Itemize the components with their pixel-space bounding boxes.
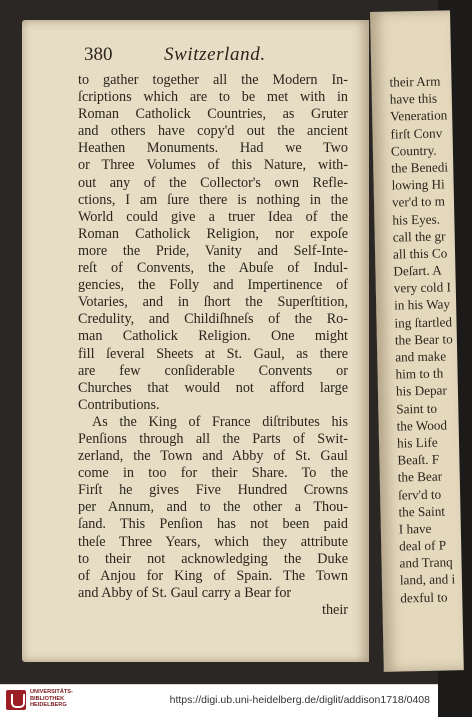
text-line: Roman Catholick Countries, as Gruter bbox=[78, 106, 348, 123]
viewer-footer bbox=[0, 684, 438, 717]
facing-text-line: land, and i bbox=[399, 571, 456, 588]
page-header bbox=[84, 44, 334, 68]
text-line: Firſt he gives Five Hundred Crowns bbox=[78, 482, 348, 499]
facing-text-line: his Life bbox=[396, 434, 438, 451]
text-line: Roman Catholick Religion, nor expoſe bbox=[78, 225, 348, 242]
text-line: As the King of France diſtributes his bbox=[92, 413, 348, 430]
text-line: Penſions through all the Parts of Swit- bbox=[78, 430, 348, 447]
facing-text-line: the Saint bbox=[398, 503, 446, 520]
text-line: man Catholick Religion. One might bbox=[78, 328, 348, 345]
facing-page bbox=[370, 10, 464, 672]
facing-text-line: firſt Conv bbox=[390, 125, 443, 142]
text-line: Heathen Monuments. Had we Two bbox=[78, 140, 348, 157]
facing-text-line: the Wood bbox=[396, 417, 448, 434]
text-line: theſe Three Years, which they attribute bbox=[78, 533, 348, 550]
text-line: more the Pride, Vanity and Self-Inte- bbox=[78, 242, 348, 259]
text-line: out any of the Collector's own Refle- bbox=[78, 174, 348, 191]
facing-text-line: in his Way bbox=[393, 296, 451, 313]
text-line: are few conſiderable Convents or bbox=[78, 362, 348, 379]
facing-text-line: the Bear to bbox=[394, 331, 453, 348]
text-line: fill ſeveral Sheets at St. Gaul, as there bbox=[78, 345, 348, 362]
text-line: ſcriptions which are to be met with in bbox=[78, 89, 348, 106]
page-body-text bbox=[78, 72, 348, 619]
facing-text-line: ing ſtartled bbox=[394, 313, 453, 331]
facing-text-line: deal of P bbox=[399, 537, 447, 554]
facing-text-line: the Bear bbox=[397, 468, 443, 485]
facing-text-line: very cold I bbox=[393, 279, 452, 296]
facing-text-line: ver'd to m bbox=[391, 193, 446, 210]
text-line: gencies, the Folly and Impertinence of bbox=[78, 277, 348, 294]
facing-text-line: call the gr bbox=[392, 228, 446, 245]
text-line: to their not acknowledging the Duke bbox=[78, 550, 348, 567]
facing-text-line: lowing Hi bbox=[391, 176, 445, 193]
text-line: come in too for their Share. To the bbox=[78, 465, 348, 482]
text-line: Votaries, and in ſhort the Superſtition, bbox=[78, 294, 348, 311]
text-line: reſt of Convents, the Abuſe of Indul- bbox=[78, 260, 348, 277]
facing-text-line: Saint to bbox=[396, 400, 438, 417]
facing-text-line: his Depar bbox=[395, 382, 448, 399]
text-line: ſand. This Penſion has not been paid bbox=[78, 516, 348, 533]
text-line: per Annum, and to the other a Thou- bbox=[78, 499, 348, 516]
facing-text-line: Deſart. A bbox=[393, 262, 442, 279]
text-line: ctions, I am ſure there is nothing in the bbox=[78, 191, 348, 208]
facing-text-line: the Benedi bbox=[391, 159, 449, 176]
text-line: to gather together all the Modern In- bbox=[78, 72, 348, 88]
facing-text-line: and make bbox=[395, 348, 447, 365]
text-line: and others have copy'd out the ancient bbox=[78, 123, 348, 140]
facing-text-line: dexful to bbox=[400, 589, 448, 606]
text-line: or Three Volumes of this Nature, with- bbox=[78, 157, 348, 174]
facing-text-line: Veneration bbox=[390, 107, 448, 124]
facing-text-line: their Arm bbox=[389, 73, 441, 90]
text-line: Churches that would not afford large bbox=[78, 379, 348, 396]
facing-text-line: and Tranq bbox=[399, 554, 453, 571]
text-line: of Anjou for King of Spain. The Town bbox=[78, 567, 348, 584]
university-library-logo-icon[interactable] bbox=[6, 690, 26, 710]
facing-text-line: Country. bbox=[390, 142, 437, 159]
text-line: their bbox=[322, 601, 348, 618]
text-line: and Abby of St. Gaul carry a Bear for bbox=[78, 584, 292, 601]
text-line: Credulity, and Childiſhneſs of the Ro- bbox=[78, 311, 348, 328]
facing-text-line: him to th bbox=[395, 365, 444, 382]
facing-text-line: Beaſt. F bbox=[397, 451, 440, 468]
facing-text-line: all this Co bbox=[392, 245, 448, 262]
text-line: zerland, the Town and Abby of St. Gaul bbox=[78, 448, 348, 465]
facing-text-line: I have bbox=[398, 520, 432, 537]
running-head: Switzerland. bbox=[164, 44, 266, 65]
facing-text-line: his Eyes. bbox=[392, 211, 441, 228]
facing-page-text bbox=[389, 72, 470, 606]
facing-text-line: ſerv'd to bbox=[397, 486, 442, 503]
text-line: World could give a truer Idea of the bbox=[78, 208, 348, 225]
library-name: UNIVERSITÄTS- BIBLIOTHEK HEIDELBERG bbox=[30, 689, 73, 709]
page-number: 380 bbox=[84, 44, 113, 65]
facing-text-line: have this bbox=[389, 90, 438, 107]
text-line: Contributions. bbox=[78, 396, 160, 413]
permalink-url[interactable]: https://digi.ub.uni-heidelberg.de/diglit/addison1718/0408 bbox=[169, 694, 430, 706]
